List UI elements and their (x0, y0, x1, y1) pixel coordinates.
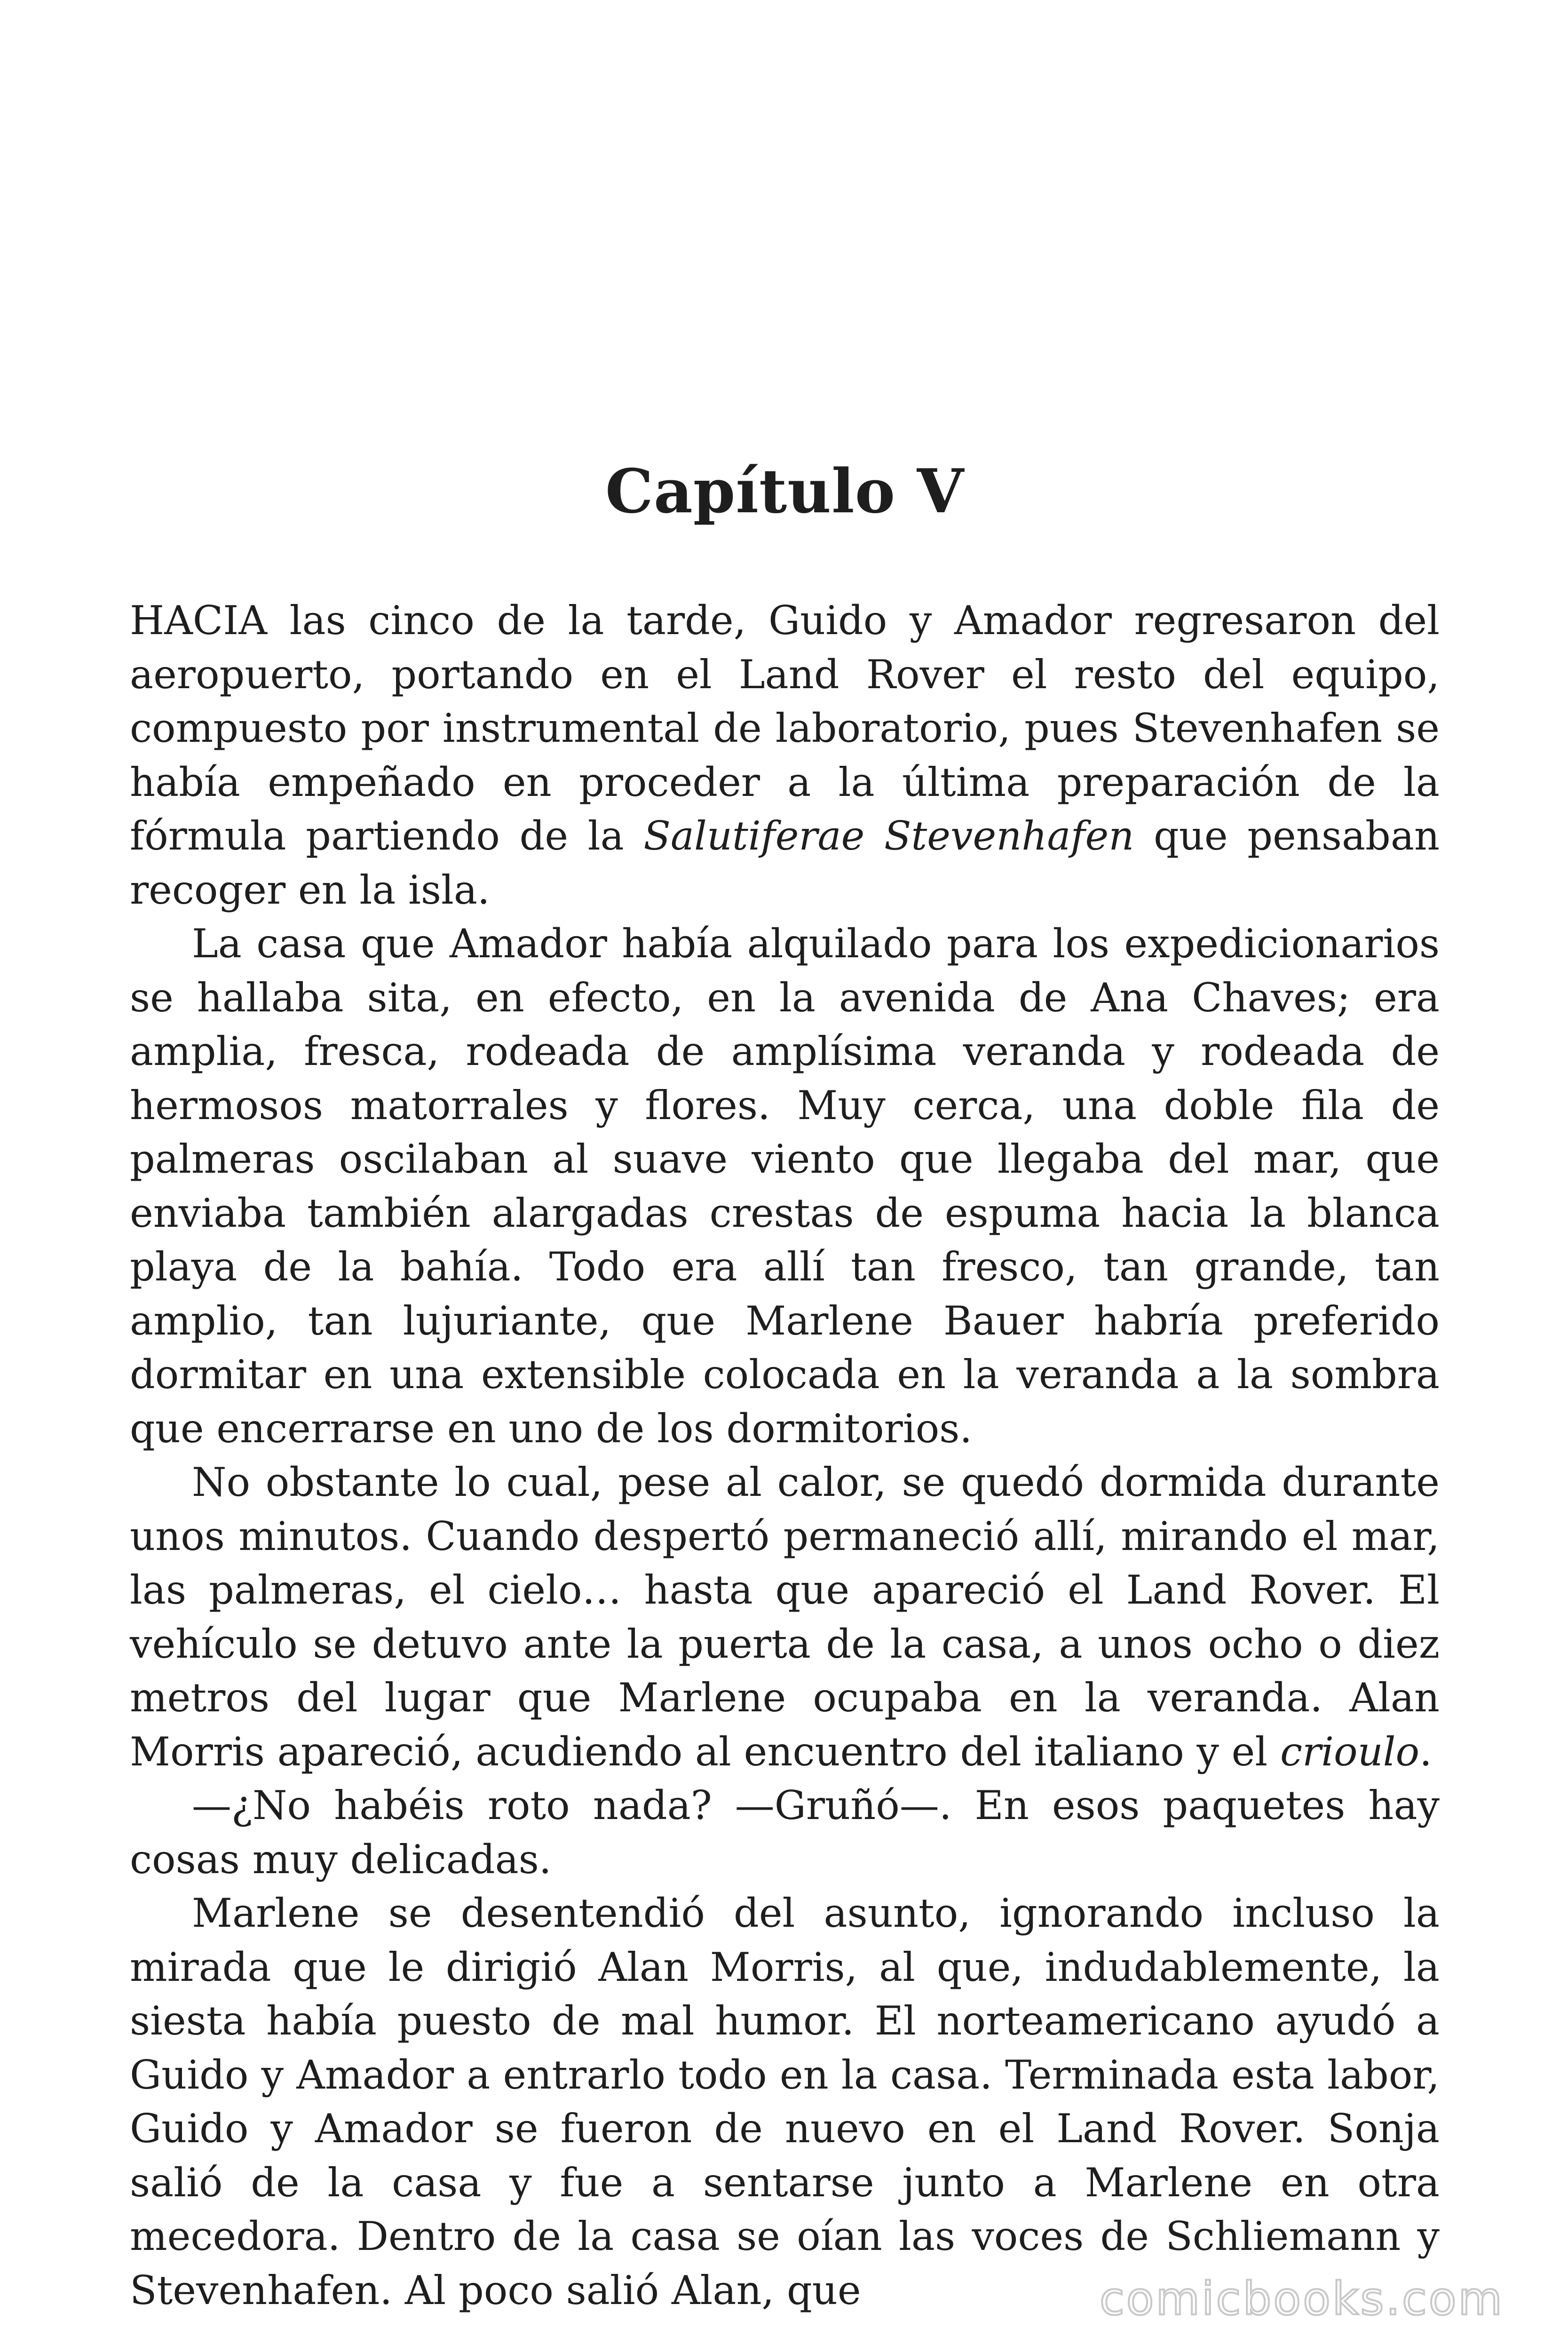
paragraph-3-italic-word: crioulo (1280, 1728, 1420, 1775)
paragraph-1-text-b: que pensaban recoger en la isla. (130, 813, 1440, 913)
watermark-text: comicbooks.com (1099, 2273, 1504, 2325)
book-page (130, 0, 1440, 2352)
paragraph-3 (130, 1455, 1440, 1779)
chapter-title: Capítulo V (605, 456, 964, 527)
paragraph-4-text: —¿No habéis roto nada? —Gruñó—. En esos paquetes hay cosas muy delicadas. (130, 1782, 1440, 1883)
chapter-body (130, 594, 1440, 2317)
paragraph-1-italic-species: Salutiferae Stevenhafen (643, 813, 1134, 859)
paragraph-4-dialogue (130, 1779, 1440, 1886)
paragraph-5 (130, 1886, 1440, 2317)
paragraph-1-text-a: HACIA las cinco de la tarde, Guido y Amador regresaron del aeropuerto, portando en el Land Rover el resto del equipo, compuesto por instrumental de laboratorio, pues Stevenhafen se había empeñado en proceder a la última preparación de la fórmula partiendo de la (130, 597, 1440, 859)
paragraph-5-text: Marlene se desentendió del asunto, ignorando incluso la mirada que le dirigió Alan Morris, al que, indudablemente, la siesta había puesto de mal humor. El norteamericano ayudó a Guido y Amador a entrarlo todo en la casa. Terminada esta labor, Guido y Amador se fueron de nuevo en el Land Rover. Sonja salió de la casa y fue a sentarse junto a Marlene en otra mecedora. Dentro de la casa se oían las voces de Schliemann y Stevenhafen. Al poco salió Alan, que (130, 1890, 1440, 2313)
paragraph-3-text-b: . (1419, 1728, 1432, 1775)
paragraph-2 (130, 917, 1440, 1455)
paragraph-1 (130, 594, 1440, 917)
paragraph-2-text: La casa que Amador había alquilado para los expedicionarios se hallaba sita, en efecto, en la avenida de Ana Chaves; era amplia, fresca, rodeada de amplísima veranda y rodeada de hermosos matorrales y flores. Muy cerca, una doble fila de palmeras oscilaban al suave viento que llegaba del mar, que enviaba también alargadas crestas de espuma hacia la blanca playa de la bahía. Todo era allí tan fresco, tan grande, tan amplio, tan lujuriante, que Marlene Bauer habría preferido dormitar en una extensible colocada en la veranda a la sombra que encerrarse en uno de los dormitorios. (130, 921, 1440, 1452)
paragraph-3-text-a: No obstante lo cual, pese al calor, se quedó dormida durante unos minutos. Cuando despertó permaneció allí, mirando el mar, las palmeras, el cielo… hasta que apareció el Land Rover. El vehículo se detuvo ante la puerta de la casa, a unos ocho o diez metros del lugar que Marlene ocupaba en la veranda. Alan Morris apareció, acudiendo al encuentro del italiano y el (130, 1459, 1440, 1775)
